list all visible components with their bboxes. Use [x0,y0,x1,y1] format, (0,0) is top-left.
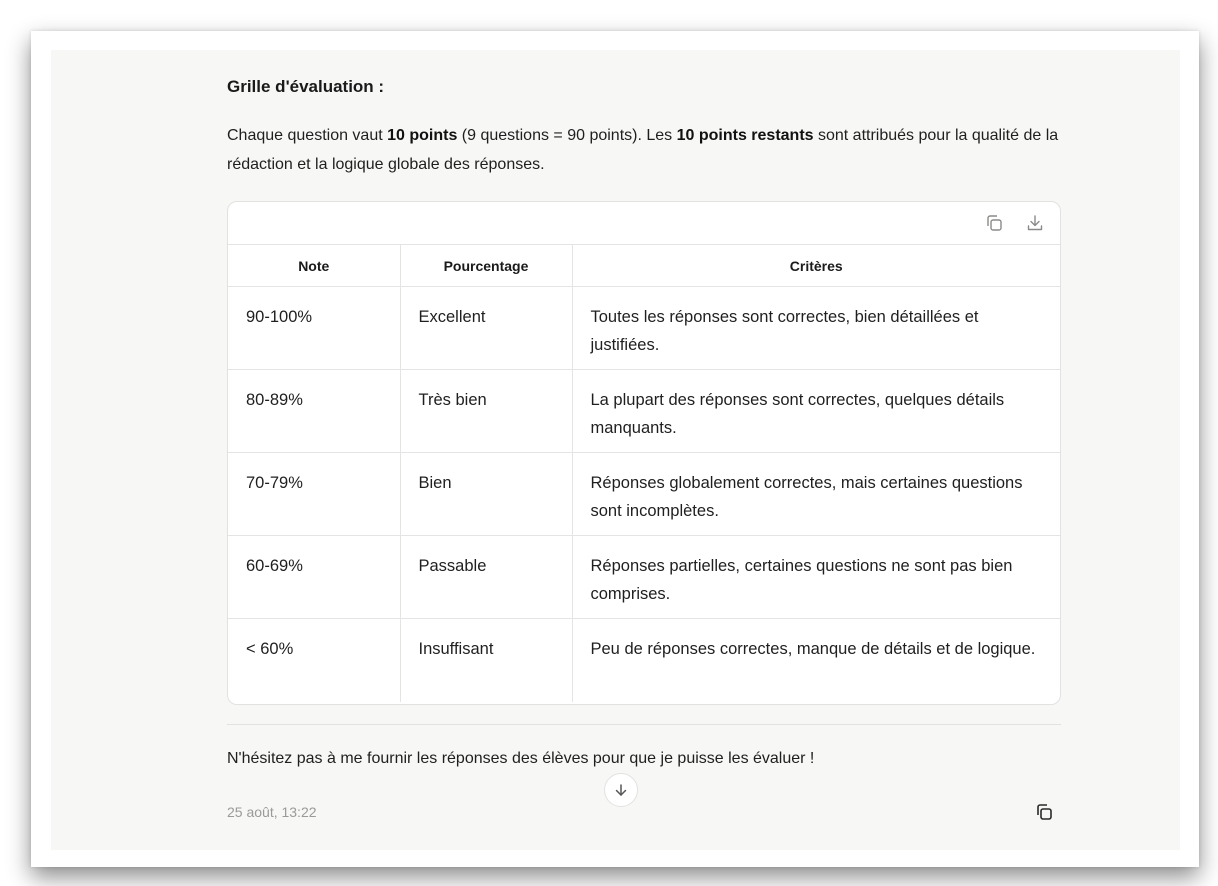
cell-level: Bien [400,453,572,536]
cell-note: 90-100% [228,287,400,370]
cell-criteria: Réponses partielles, certaines questions ne sont pas bien comprises. [572,536,1060,619]
message-divider [227,724,1061,725]
app-window [31,31,1199,867]
cell-criteria: Réponses globalement correctes, mais certaines questions sont incomplètes. [572,453,1060,536]
intro-text-2: (9 questions = 90 points). Les [457,127,677,144]
table-row [228,370,1060,453]
intro-text-1: Chaque question vaut [227,127,388,144]
table-row [228,619,1060,702]
cell-level: Excellent [400,287,572,370]
grading-table-card [227,201,1061,705]
intro-bold-2: 10 points restants [676,127,814,144]
section-heading: Grille d'évaluation : [227,77,385,96]
intro-paragraph [227,121,1061,179]
intro-text-3: sont attribués pour la qualité de la rédaction et la logique globale des réponses. [227,127,1059,173]
cell-level: Passable [400,536,572,619]
cell-note: 60-69% [228,536,400,619]
chat-panel [51,50,1180,850]
table-toolbar [228,202,1060,245]
table-header-row [228,245,1060,287]
download-icon[interactable] [1025,213,1045,233]
intro-bold-1: 10 points [387,127,458,144]
arrow-down-icon [613,782,629,798]
cell-note: 70-79% [228,453,400,536]
cell-level: Très bien [400,370,572,453]
header-pourcentage: Pourcentage [400,245,572,287]
cell-level: Insuffisant [400,619,572,702]
cell-criteria: La plupart des réponses sont correctes, quelques détails manquants. [572,370,1060,453]
header-note: Note [228,245,400,287]
grading-table [228,245,1060,702]
header-criteres: Critères [572,245,1060,287]
table-row [228,287,1060,370]
cell-criteria: Peu de réponses correctes, manque de détails et de logique. [590,640,1036,658]
cell-criteria: Toutes les réponses sont correctes, bien détaillées et justifiées. [572,287,1060,370]
message-timestamp: 25 août, 13:22 [227,804,317,820]
copy-icon[interactable] [984,213,1004,233]
table-row [228,536,1060,619]
copy-icon [1034,802,1054,822]
table-row [228,453,1060,536]
scroll-down-button[interactable] [604,773,638,807]
cell-note: 80-89% [228,370,400,453]
message-copy-button[interactable] [1034,802,1054,822]
closing-text: N'hésitez pas à me fournir les réponses des élèves pour que je puisse les évaluer ! [227,750,815,767]
cell-note: < 60% [228,619,400,702]
